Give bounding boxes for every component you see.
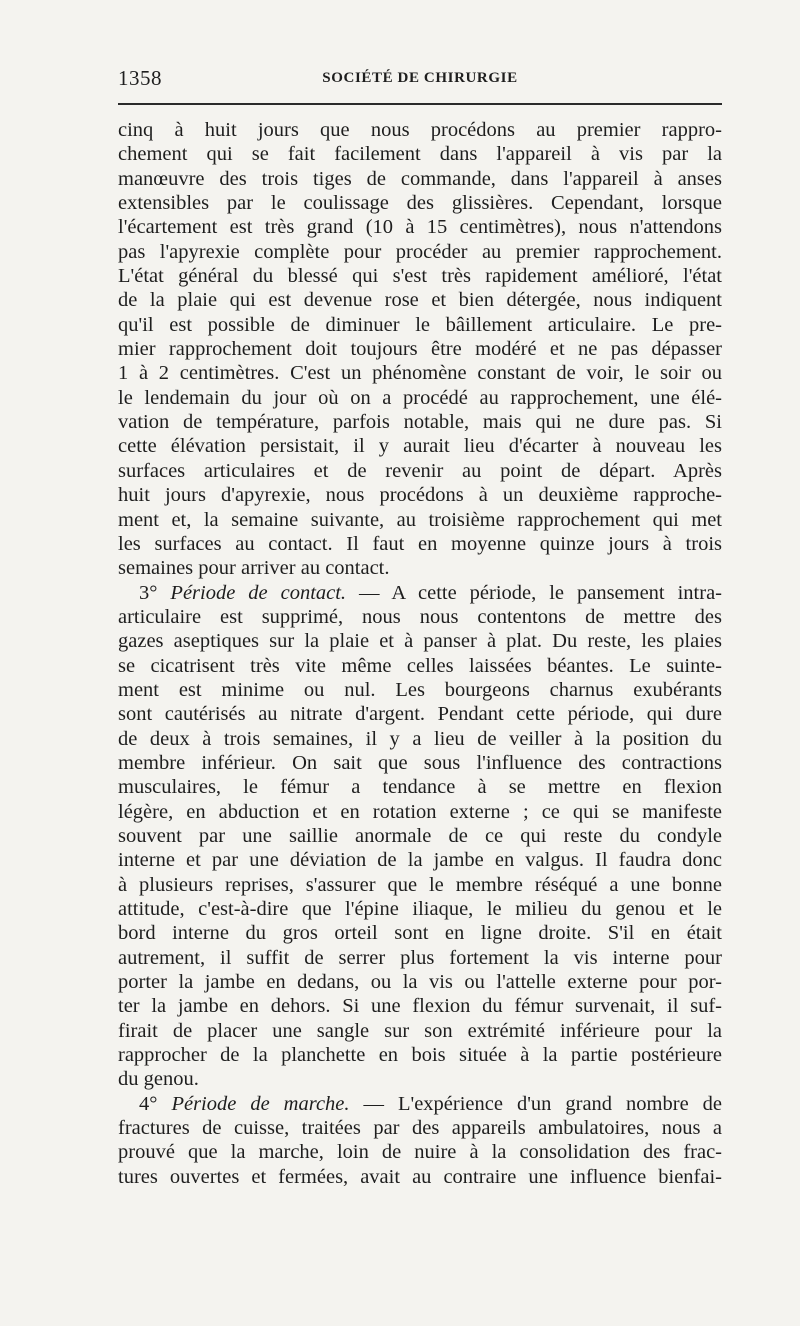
text-line: fractures de cuisse, traitées par des appareils ambulatoires, nous a	[118, 1117, 722, 1140]
text-line: ter la jambe en dehors. Si une flexion du fémur survenait, il suf-	[118, 995, 722, 1018]
text-line: pas l'apyrexie complète pour procéder au premier rapprochement.	[118, 240, 722, 263]
text-line: le lendemain du jour où on a procédé au rapprochement, une élé-	[118, 386, 722, 409]
text-line: ment et, la semaine suivante, au troisième rapprochement qui met	[118, 508, 722, 531]
text-line: articulaire est supprimé, nous nous contentons de mettre des	[118, 605, 722, 628]
text-line: mier rapprochement doit toujours être modéré et ne pas dépasser	[118, 338, 722, 361]
text-line: porter la jambe en dedans, ou la vis ou l'attelle externe pour por-	[118, 971, 722, 994]
text-line: souvent par une saillie anormale de ce qui reste du condyle	[118, 824, 722, 847]
running-title: SOCIÉTÉ DE CHIRURGIE	[322, 70, 518, 86]
text-line: attitude, c'est-à-dire que l'épine iliaque, le milieu du genou et le	[118, 898, 722, 920]
text-line: surfaces articulaires et de revenir au point de départ. Après	[118, 459, 722, 482]
text-line: cette élévation persistait, il y aurait lieu d'écarter à nouveau les	[118, 435, 722, 458]
text-line: vation de température, parfois notable, mais qui ne dure pas. Si	[118, 411, 722, 434]
section-heading-line	[118, 581, 722, 605]
text-line: firait de placer une sangle sur son extrémité inférieure pour la	[118, 1019, 722, 1042]
section-number: 4°	[139, 1092, 158, 1115]
text-line: musculaires, le fémur a tendance à se mettre en flexion	[118, 776, 722, 799]
section-heading: Période de marche.	[171, 1092, 350, 1115]
header-rule	[118, 103, 722, 105]
text-line: de la plaie qui est devenue rose et bien détergée, nous indiquent	[118, 289, 722, 312]
text-line: 1 à 2 centimètres. C'est un phénomène constant de voir, le soir ou	[118, 362, 722, 385]
text-line: légère, en abduction et en rotation externe ; ce qui se manifeste	[118, 800, 722, 823]
text-line: extensibles par le coulissage des glissières. Cependant, lorsque	[118, 192, 722, 215]
section-heading-rest: — L'expérience d'un grand nombre de	[349, 1092, 723, 1115]
text-line: cinq à huit jours que nous procédons au premier rappro-	[118, 119, 722, 141]
text-line: qu'il est possible de diminuer le bâillement articulaire. Le pre-	[118, 313, 722, 336]
text-line: rapprocher de la planchette en bois située à la partie postérieure	[118, 1044, 722, 1067]
text-line: se cicatrisent très vite même celles laissées béantes. Le suinte-	[118, 654, 722, 677]
text-line: chement qui se fait facilement dans l'appareil à vis par la	[118, 143, 722, 166]
text-line: manœuvre des trois tiges de commande, dans l'appareil à anses	[118, 167, 722, 190]
text-line: autrement, il suffit de serrer plus fortement la vis interne pour	[118, 946, 722, 969]
text-line: interne et par une déviation de la jambe en valgus. Il faudra donc	[118, 849, 722, 872]
text-line: les surfaces au contact. Il faut en moyenne quinze jours à trois	[118, 532, 722, 555]
text-line: du genou.	[118, 1068, 199, 1091]
section-heading: Période de contact.	[170, 581, 347, 604]
page-header	[118, 66, 722, 94]
text-line: membre inférieur. On sait que sous l'influence des contractions	[118, 751, 722, 774]
text-line: prouvé que la marche, loin de nuire à la consolidation des frac-	[118, 1141, 722, 1164]
section-number: 3°	[139, 581, 158, 604]
page-number: 1358	[118, 66, 162, 90]
text-line: à plusieurs reprises, s'assurer que le membre réséqué a une bonne	[118, 873, 722, 896]
text-line: semaines pour arriver au contact.	[118, 557, 390, 580]
text-line: sont cautérisés au nitrate d'argent. Pendant cette période, qui dure	[118, 703, 722, 726]
text-line: l'écartement est très grand (10 à 15 centimètres), nous n'attendons	[118, 216, 722, 239]
section-heading-rest: — A cette période, le pansement intra-	[346, 581, 722, 604]
text-line: bord interne du gros orteil sont en ligne droite. S'il en était	[118, 922, 722, 945]
section-heading-line	[118, 1092, 722, 1116]
text-line: gazes aseptiques sur la plaie et à panser à plat. Du reste, les plaies	[118, 630, 722, 653]
text-line: ment est minime ou nul. Les bourgeons charnus exubérants	[118, 678, 722, 701]
text-line: de deux à trois semaines, il y a lieu de veiller à la position du	[118, 727, 722, 750]
text-line: tures ouvertes et fermées, avait au contraire une influence bienfai-	[118, 1165, 722, 1188]
text-line: huit jours d'apyrexie, nous procédons à un deuxième rapproche-	[118, 484, 722, 507]
text-line: L'état général du blessé qui s'est très rapidement amélioré, l'état	[118, 265, 722, 288]
body-text	[118, 118, 722, 1189]
